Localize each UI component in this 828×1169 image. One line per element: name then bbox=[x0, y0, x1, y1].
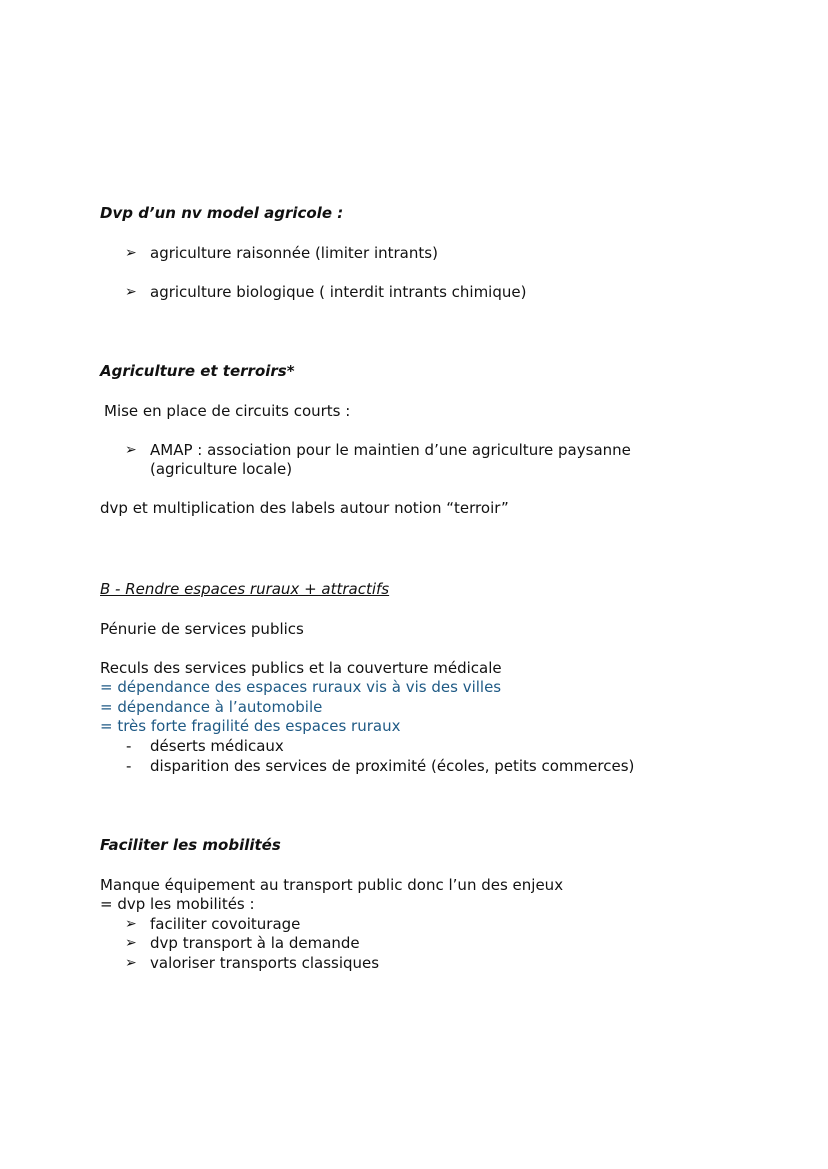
section3-heading: B - Rendre espaces ruraux + attractifs bbox=[100, 580, 390, 598]
arrow-bullet-icon: ➢ bbox=[125, 284, 137, 300]
consequence-3: = très forte fragilité des espaces ruraux bbox=[100, 717, 401, 735]
section1-bullet-1: agriculture raisonnée (limiter intrants) bbox=[150, 244, 438, 262]
arrow-bullet-icon: ➢ bbox=[125, 955, 137, 971]
section3-line1: Pénurie de services publics bbox=[100, 620, 304, 638]
section2-heading: Agriculture et terroirs* bbox=[100, 362, 295, 380]
section2-bullet-line2: (agriculture locale) bbox=[150, 460, 293, 478]
section4-heading: Faciliter les mobilités bbox=[100, 836, 281, 854]
dash-bullet-icon: - bbox=[126, 757, 132, 775]
consequence-2: = dépendance à l’automobile bbox=[100, 698, 323, 716]
arrow-bullet-icon: ➢ bbox=[125, 442, 137, 458]
arrow-bullet-icon: ➢ bbox=[125, 916, 137, 932]
section4-bullet-2: dvp transport à la demande bbox=[150, 934, 360, 952]
section2-bullet-line1: AMAP : association pour le maintien d’une agriculture paysanne bbox=[150, 441, 631, 459]
section4-line2: = dvp les mobilités : bbox=[100, 895, 255, 913]
dash-bullet-icon: - bbox=[126, 737, 132, 755]
section2-outro: dvp et multiplication des labels autour notion “terroir” bbox=[100, 499, 509, 517]
arrow-bullet-icon: ➢ bbox=[125, 245, 137, 261]
section4-line1: Manque équipement au transport public donc l’un des enjeux bbox=[100, 876, 564, 894]
section1-heading: Dvp d’un nv model agricole : bbox=[100, 204, 344, 222]
arrow-bullet-icon: ➢ bbox=[125, 935, 137, 951]
section3-line2: Reculs des services publics et la couverture médicale bbox=[100, 659, 502, 677]
dash-item-1: déserts médicaux bbox=[150, 737, 284, 755]
dash-item-2: disparition des services de proximité (écoles, petits commerces) bbox=[150, 757, 635, 775]
section4-bullet-3: valoriser transports classiques bbox=[150, 954, 380, 972]
consequence-1: = dépendance des espaces ruraux vis à vis des villes bbox=[100, 678, 502, 696]
section1-bullet-2: agriculture biologique ( interdit intrants chimique) bbox=[150, 283, 527, 301]
section2-intro: Mise en place de circuits courts : bbox=[104, 402, 351, 420]
section4-bullet-1: faciliter covoiturage bbox=[150, 915, 301, 933]
